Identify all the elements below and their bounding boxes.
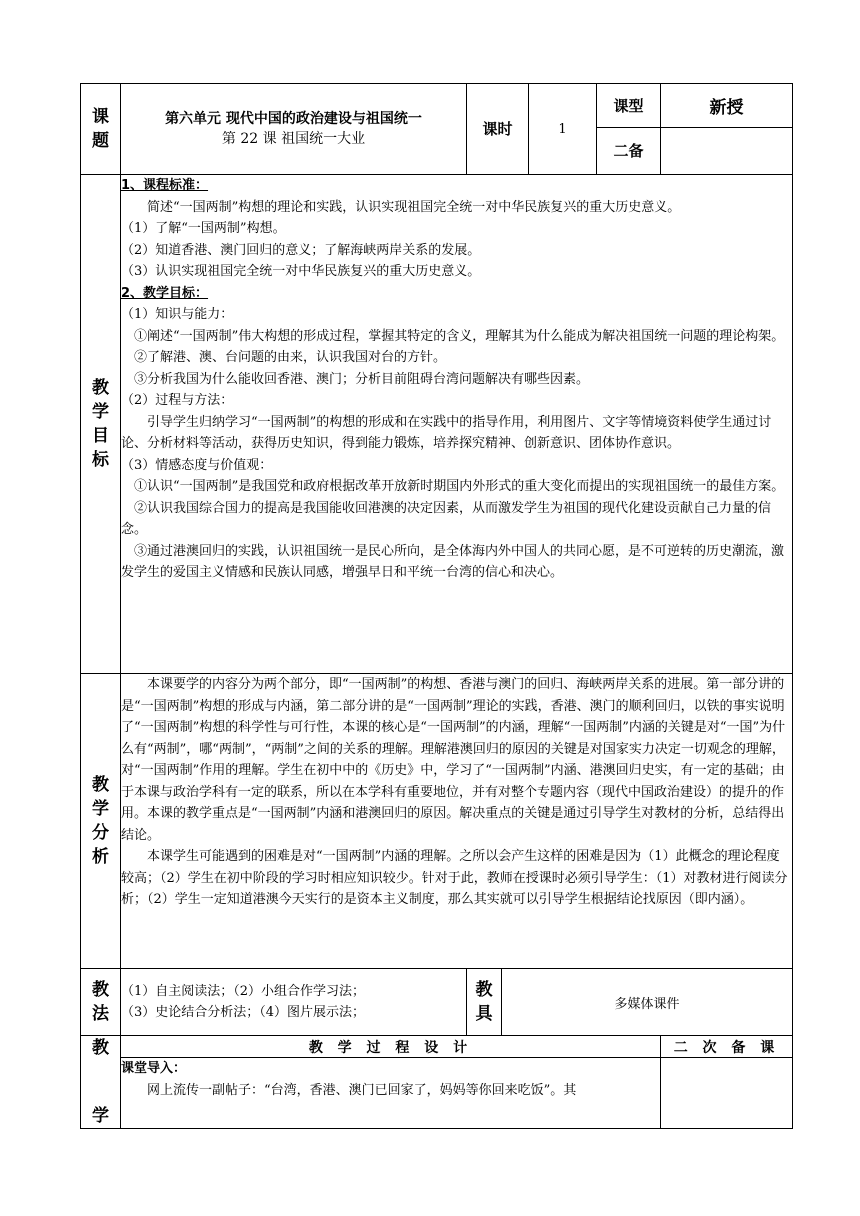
analysis-label: 教学分析 xyxy=(92,775,109,867)
tools-label-cell xyxy=(467,969,502,1035)
objectives-label: 教学目标 xyxy=(92,378,109,470)
knowledge-item: ③分析我国为什么能收回香港、澳门；分析目前阻碍台湾问题解决有哪些因素。 xyxy=(134,371,590,387)
keshi-value: 1 xyxy=(529,84,597,175)
values-item: ③通过港澳回归的实践，认识祖国统一是民心所向，是全体海内外中国人的共同心愿，是不可逆转的历史潮流，激发学生的爱国主义情感和民族认同感，增强早日和平统一台湾的信心和决心。 xyxy=(121,543,785,580)
analysis-paragraph: 本课学生可能遇到的困难是对“一国两制”内涵的理解。之所以会产生这样的困难是因为（1）此概念的理论程度较高；（2）学生在初中阶段的学习时相应知识较少。针对于此，教师在授课时必须引导学生：（1）对教材进行阅读分析；（2）学生一定知道港澳今天实行的是资本主义制度，那么其实就可以引导学生根据结论找原因（即内涵）。 xyxy=(121,849,788,907)
process-method-heading: （2）过程与方法： xyxy=(121,393,234,408)
kexing-value: 新授 xyxy=(661,84,793,128)
objectives-label-cell xyxy=(81,175,121,674)
methods-line: （3）史论结合分析法；（4）图片展示法； xyxy=(121,1005,366,1020)
process-label-stack xyxy=(81,1036,120,1128)
intro-content xyxy=(121,1058,661,1129)
erbei-label: 二备 xyxy=(597,128,661,175)
analysis-content xyxy=(121,674,793,969)
tools-value: 多媒体课件 xyxy=(614,996,680,1012)
methods-line: （1）自主阅读法；（2）小组合作学习法； xyxy=(121,983,366,999)
standards-line: 简述“一国两制”构想的理论和实践，认识实现祖国完全统一对中华民族复兴的重大历史意义。 xyxy=(147,199,681,215)
process-label-top: 教 xyxy=(92,1038,109,1058)
standards-line: （2）知道香港、澳门回归的意义；了解海峡两岸关系的发展。 xyxy=(121,242,481,258)
tools-label: 教具 xyxy=(475,980,493,1024)
standards-heading: 1、课程标准： xyxy=(121,178,209,193)
erbei-value xyxy=(661,128,793,175)
intro-text: 网上流传一副帖子：“台湾，香港、澳门已回家了，妈妈等你回来吃饭”。其 xyxy=(147,1082,577,1098)
values-item: ①认识“一国两制”是我国党和政府根据改革开放新时期国内外形式的重大变化而提出的实现祖国统一的最佳方案。 xyxy=(134,479,785,494)
analysis-label-cell xyxy=(81,674,121,969)
standards-line: （1）了解“一国两制”构想。 xyxy=(121,221,286,236)
lesson-title-cell xyxy=(121,84,467,175)
process-label-cell xyxy=(81,1036,121,1129)
knowledge-item: ①阐述“一国两制”伟大构想的形成过程，掌握其特定的含义，理解其为什么能成为解决祖国统一问题的理论构架。 xyxy=(134,328,785,344)
values-item: ②认识我国综合国力的提高是我国能收回港澳的决定因素，从而激发学生为祖国的现代化建设贡献自己力量的信念。 xyxy=(121,500,772,537)
keti-label-cell xyxy=(81,84,121,175)
process-method-text: 引导学生归纳学习“一国两制”的构想的形成和在实践中的指导作用，利用图片、文字等情境资料使学生通过讨论、分析材料等活动，获得历史知识，得到能力锻炼，培养探究精神、创新意识、团体协作意识。 xyxy=(121,414,772,451)
knowledge-heading: （1）知识与能力： xyxy=(121,307,234,322)
knowledge-item: ②了解港、澳、台问题的由来，认识我国对台的方针。 xyxy=(134,350,447,365)
intro-heading: 课堂导入： xyxy=(121,1061,187,1077)
tools-cell xyxy=(467,969,793,1036)
lesson-plan-page xyxy=(80,83,792,1129)
tools-inner xyxy=(467,969,792,1035)
lesson-title: 第 22 课 祖国统一大业 xyxy=(221,131,366,147)
kexing-label: 课型 xyxy=(597,84,661,128)
lesson-plan-table xyxy=(80,83,793,1129)
methods-label: 教法 xyxy=(92,980,109,1024)
standards-line: （3）认识实现祖国完全统一对中华民族复兴的重大历史意义。 xyxy=(121,264,481,279)
second-prep-title: 二 次 备 课 xyxy=(661,1036,793,1058)
process-label-bottom: 学 xyxy=(92,1106,109,1126)
keshi-label: 课时 xyxy=(467,84,529,175)
keti-label: 课题 xyxy=(92,107,109,151)
values-heading: （3）情感态度与价值观： xyxy=(121,457,273,473)
objectives-heading: 2、教学目标： xyxy=(121,285,209,301)
analysis-paragraph: 本课要学的内容分为两个部分，即“一国两制”的构想、香港与澳门的回归、海峡两岸关系的进展。第一部分讲的是“一国两制”构想的形成与内涵，第二部分讲的是“一国两制”理论的实践，香港、澳门的顺利回归，以铁的事实说明了“一国两制”构想的科学性与可行性，本课的核心是“一国两制”的内涵，理解“一国两制”内涵的关键是对“一国”为什么有“两制”，哪“两制”，“两制”之间的关系的理解。理解港澳回归的原因的关键是对国家实力决定一切观念的理解，对“一国两制”作用的理解。学生在初中中的《历史》中，学习了“一国两制”内涵、港澳回归史实，有一定的基础；由于本课与政治学科有一定的联系，所以在本学科有重要地位，并有对整个专题内容（现代中国政治建设）的提升的作用。本课的教学重点是“一国两制”内涵和港澳回归的原因。解决重点的关键是通过引导学生对教材的分析，总结得出结论。 xyxy=(121,677,786,843)
design-title: 教 学 过 程 设 计 xyxy=(121,1036,661,1058)
methods-content xyxy=(121,969,467,1036)
unit-title: 第六单元 现代中国的政治建设与祖国统一 xyxy=(165,111,422,127)
objectives-content xyxy=(121,175,793,674)
second-prep-content xyxy=(661,1058,793,1129)
methods-label-cell xyxy=(81,969,121,1036)
